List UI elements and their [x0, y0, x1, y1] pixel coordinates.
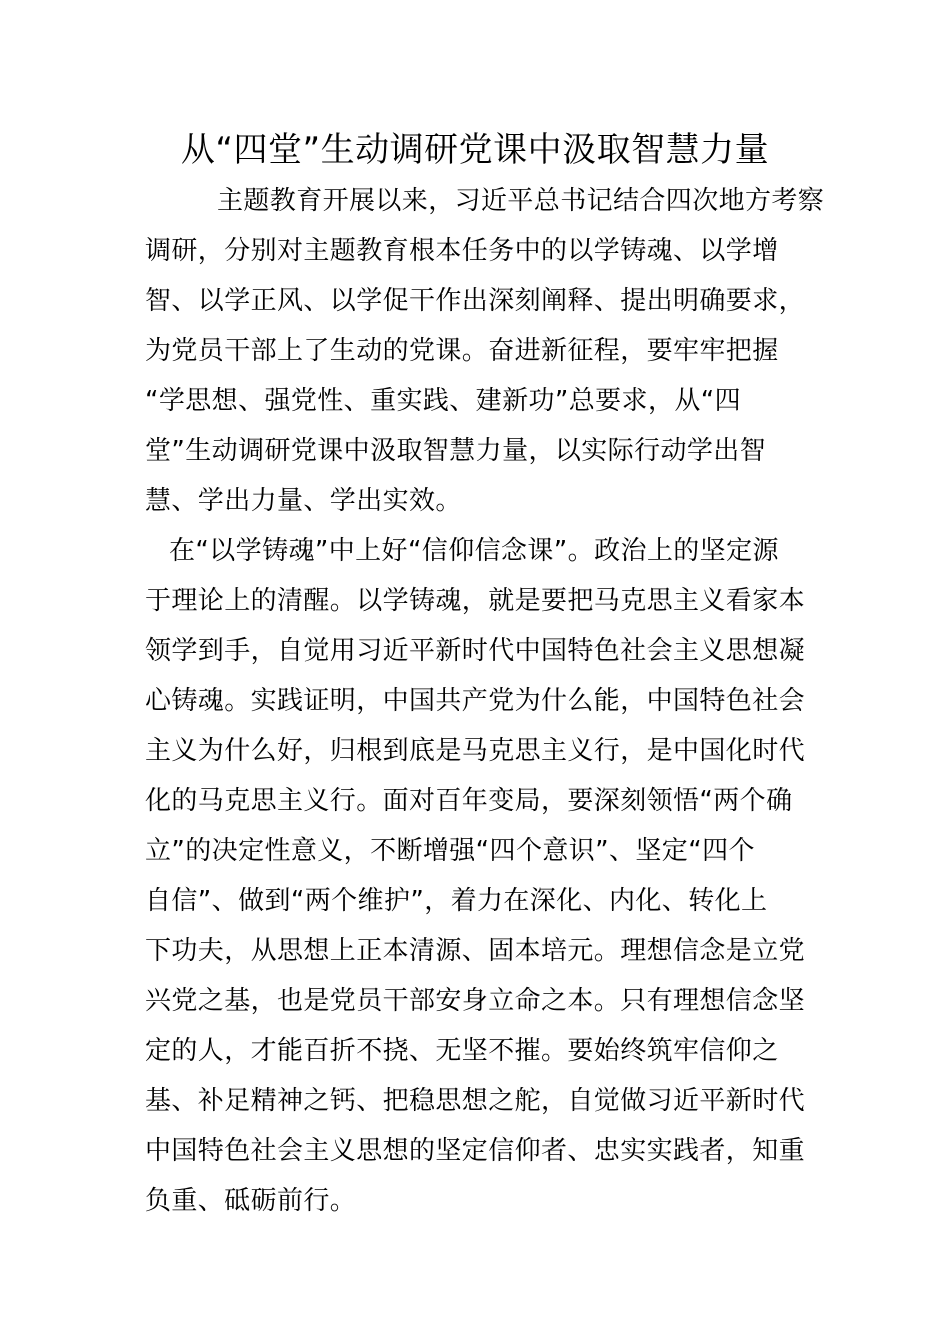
paragraph-line: 慧、学出力量、学出实效。: [145, 486, 462, 516]
document-title: 从“四堂”生动调研党课中汲取智慧力量: [180, 130, 770, 170]
paragraph-line: 主题教育开展以来，习近平总书记结合四次地方考察: [217, 186, 825, 216]
paragraph-line: 负重、砥砺前行。: [145, 1186, 357, 1216]
paragraph-line: 堂”生动调研党课中汲取智慧力量，以实际行动学出智: [145, 436, 767, 466]
paragraph-line: 调研，分别对主题教育根本任务中的以学铸魂、以学增: [145, 236, 779, 266]
paragraph-line: 化的马克思主义行。面对百年变局，要深刻领悟“两个确: [145, 786, 793, 816]
paragraph-line: 主义为什么好，归根到底是马克思主义行，是中国化时代: [145, 736, 806, 766]
paragraph-line: 基、补足精神之钙、把稳思想之舵，自觉做习近平新时代: [145, 1086, 806, 1116]
paragraph-line: 自信”、做到“两个维护”，着力在深化、内化、转化上: [145, 886, 768, 916]
paragraph-line: 心铸魂。实践证明，中国共产党为什么能，中国特色社会: [145, 686, 806, 716]
paragraph-line: 智、以学正风、以学促干作出深刻阐释、提出明确要求，: [145, 286, 806, 316]
document-body: [145, 176, 825, 1226]
paragraph-line: 中国特色社会主义思想的坚定信仰者、忠实实践者，知重: [145, 1136, 806, 1166]
paragraph-line: 于理论上的清醒。以学铸魂，就是要把马克思主义看家本: [145, 586, 806, 616]
paragraph-line: 定的人，才能百折不挠、无坚不摧。要始终筑牢信仰之: [145, 1036, 779, 1066]
paragraph-2: [145, 526, 820, 1226]
paragraph-line: “学思想、强党性、重实践、建新功”总要求，从“四: [145, 386, 742, 416]
paragraph-1: [145, 176, 825, 526]
paragraph-line: 领学到手，自觉用习近平新时代中国特色社会主义思想凝: [145, 636, 806, 666]
paragraph-line: 立”的决定性意义，不断增强“四个意识”、坚定“四个: [145, 836, 755, 866]
paragraph-line: 为党员干部上了生动的党课。奋进新征程，要牢牢把握: [145, 336, 779, 366]
paragraph-line: 下功夫，从思想上正本清源、固本培元。理想信念是立党: [145, 936, 806, 966]
paragraph-line: 在“以学铸魂”中上好“信仰信念课”。政治上的坚定源: [169, 536, 779, 566]
paragraph-line: 兴党之基，也是党员干部安身立命之本。只有理想信念坚: [145, 986, 806, 1016]
